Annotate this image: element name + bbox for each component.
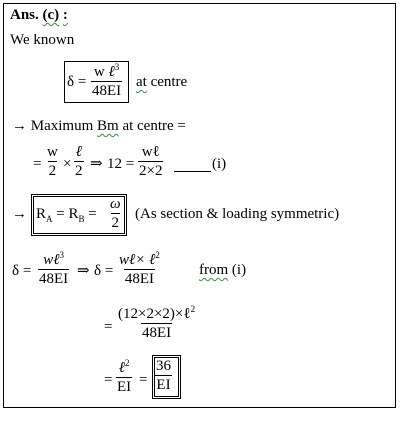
delta-note-at: at (136, 74, 147, 90)
eq1-frac2-num: ℓ (75, 144, 82, 160)
eq1-frac3-den: 2×2 (139, 163, 163, 179)
arrow-icon: → (12, 118, 27, 134)
reactions-frac (109, 197, 122, 231)
eq4-frac1-den: EI (117, 379, 132, 395)
ans-colon: : (62, 7, 68, 23)
max-bm-bm: Bm (97, 118, 119, 134)
eq3-frac (117, 305, 196, 341)
eq2-from-word: from (199, 262, 229, 278)
eq4-frac1 (116, 359, 132, 395)
reactions-eq2: = (88, 206, 97, 222)
eq2-from (199, 263, 246, 278)
eq1-frac3 (138, 145, 163, 179)
eq1-underline (174, 171, 211, 172)
ans-option: (c) (42, 7, 60, 23)
eq1-equals: = (33, 156, 42, 172)
eq2-frac1 (38, 251, 69, 287)
eq2-lhs: δ = (12, 263, 32, 279)
eq3-equals: = (104, 319, 113, 335)
delta-num-l: ℓ (108, 64, 115, 80)
eq3-den: 48EI (141, 325, 172, 341)
reactions-expr (36, 207, 97, 224)
delta-den: 48EI (92, 83, 122, 99)
delta-num-exp: 3 (114, 62, 120, 72)
eq2-frac1-exp: 3 (59, 250, 64, 260)
delta-note (136, 75, 187, 90)
eq1-frac2 (74, 145, 84, 179)
intro-text: We known (10, 32, 75, 48)
eq2-frac1-den: 48EI (39, 271, 69, 287)
eq4-frac2 (155, 359, 172, 393)
eq4-frac2-num: 36 (156, 358, 171, 374)
delta-num-w: w (93, 64, 105, 80)
eq2-frac2 (118, 251, 161, 287)
delta-fraction (91, 63, 122, 99)
eq1-tag: (i) (212, 156, 227, 172)
max-bm-line (12, 119, 186, 134)
eq1-times: × (63, 156, 72, 172)
eq1-frac1 (46, 145, 59, 179)
reactions-frac-num: ω (110, 196, 121, 212)
ra-sub: A (46, 214, 53, 224)
eq2-from-ref: (i) (231, 262, 247, 278)
eq4-frac1-num: ℓ (118, 360, 125, 376)
eq4-equals1: = (104, 372, 113, 388)
reactions-frac-den: 2 (111, 215, 120, 231)
max-bm-text-b: at centre = (122, 118, 186, 134)
ra-symbol: R (36, 206, 47, 222)
max-bm-text-a: Maximum (30, 118, 94, 134)
reactions-eq1: = (56, 206, 65, 222)
eq4-frac2-den: EI (156, 377, 171, 393)
eq3-num: (12×2×2)×ℓ (118, 306, 191, 322)
eq4-equals2: = (139, 372, 148, 388)
eq1-implies: ⇒ (90, 156, 103, 172)
eq2-implies: ⇒ (77, 263, 90, 279)
answer-heading (10, 8, 68, 23)
eq2-frac2-num: wℓ× ℓ (119, 252, 156, 268)
eq2-lhs2: δ = (94, 263, 114, 279)
eq1-frac1-den: 2 (48, 163, 57, 179)
eq3-num-exp: 2 (190, 304, 196, 314)
rb-sub: B (78, 214, 85, 224)
eq1-frac2-den: 2 (75, 163, 83, 179)
eq2-frac1-num: wℓ (43, 252, 60, 268)
reactions-note: (As section & loading symmetric) (135, 206, 340, 222)
eq1-frac3-num: wℓ (141, 144, 160, 160)
eq4-frac1-exp: 2 (124, 358, 130, 368)
delta-note-centre: centre (150, 74, 188, 90)
reactions-arrow-icon: → (12, 206, 27, 222)
eq1-frac1-num: w (47, 144, 58, 160)
eq2-frac2-den: 48EI (124, 271, 155, 287)
eq1-value: 12 = (107, 156, 135, 172)
ans-label: Ans. (10, 7, 39, 23)
rb-symbol: R (68, 206, 79, 222)
eq2-frac2-exp: 2 (155, 250, 160, 260)
delta-lhs: δ = (67, 74, 87, 90)
